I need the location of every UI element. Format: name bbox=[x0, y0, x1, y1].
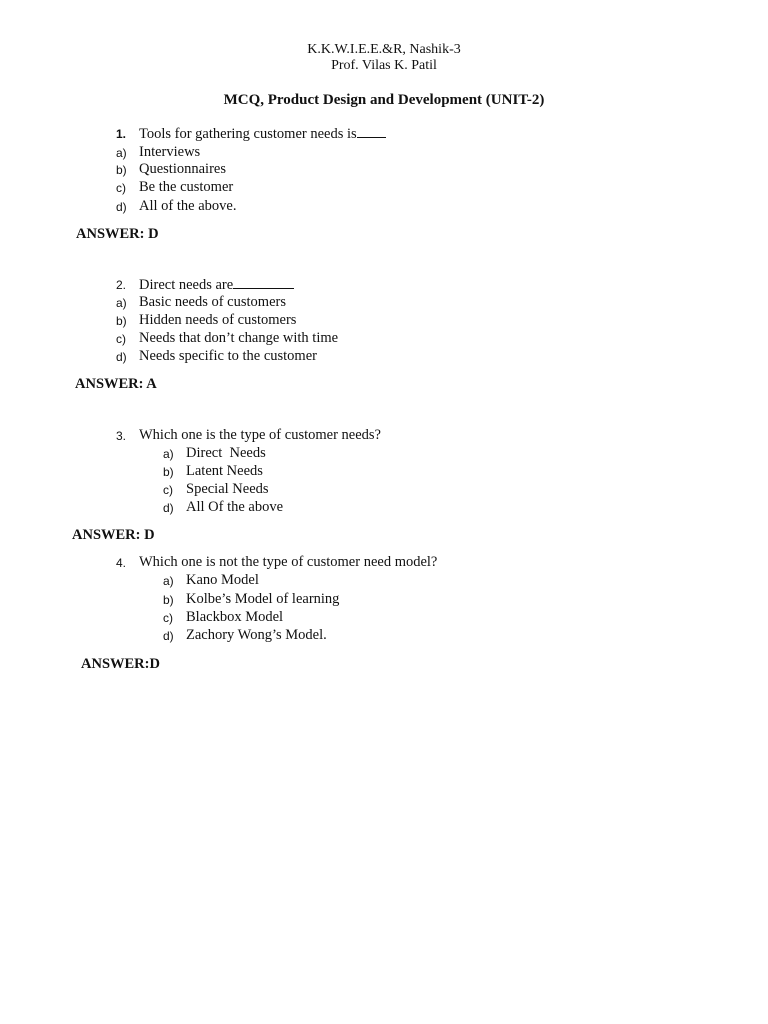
option-label: a) bbox=[116, 146, 127, 160]
answer-text: ANSWER:D bbox=[81, 656, 160, 672]
option-label: d) bbox=[163, 501, 174, 515]
question-number: 3. bbox=[116, 429, 127, 443]
option-text: Be the customer bbox=[139, 179, 234, 195]
question-number: 4. bbox=[116, 556, 127, 570]
option-text: Needs that don’t change with time bbox=[139, 330, 339, 346]
option-text: Latent Needs bbox=[186, 463, 263, 479]
option-label: b) bbox=[116, 163, 127, 177]
option-text: Special Needs bbox=[186, 481, 269, 497]
professor-name: Prof. Vilas K. Patil bbox=[331, 58, 437, 73]
option-label: d) bbox=[116, 350, 127, 364]
option-label: b) bbox=[116, 314, 127, 328]
option-label: a) bbox=[163, 447, 174, 461]
option-text: Needs specific to the customer bbox=[139, 348, 317, 364]
option-text: Blackbox Model bbox=[186, 609, 284, 625]
option-text: Kano Model bbox=[186, 572, 259, 588]
question-text bbox=[139, 276, 294, 294]
option-text: All of the above. bbox=[139, 198, 237, 214]
option-label: d) bbox=[116, 200, 127, 214]
question-text: Which one is not the type of customer need model? bbox=[139, 554, 438, 570]
answer-blank bbox=[357, 125, 386, 138]
option-label: a) bbox=[163, 574, 174, 588]
option-label: c) bbox=[163, 483, 173, 497]
answer-blank bbox=[233, 276, 294, 289]
option-text: Hidden needs of customers bbox=[139, 312, 297, 328]
option-label: d) bbox=[163, 629, 174, 643]
option-label: c) bbox=[116, 181, 126, 195]
question-number: 2. bbox=[116, 278, 127, 292]
option-text: Questionnaires bbox=[139, 161, 226, 177]
option-label: c) bbox=[163, 611, 173, 625]
option-label: b) bbox=[163, 465, 174, 479]
option-text: Direct Needs bbox=[186, 445, 266, 461]
question-number: 1. bbox=[116, 127, 127, 141]
option-text: Basic needs of customers bbox=[139, 294, 286, 310]
question-text-content: Direct needs are bbox=[139, 277, 234, 293]
option-text: All Of the above bbox=[186, 499, 284, 515]
option-text: Kolbe’s Model of learning bbox=[186, 591, 340, 607]
page-title: MCQ, Product Design and Development (UNIT-2) bbox=[223, 92, 545, 108]
option-text: Interviews bbox=[139, 144, 201, 160]
option-label: c) bbox=[116, 332, 126, 346]
question-text: Which one is the type of customer needs? bbox=[139, 427, 381, 443]
option-text: Zachory Wong’s Model. bbox=[186, 627, 327, 643]
institute-name: K.K.W.I.E.E.&R, Nashik-3 bbox=[307, 42, 461, 57]
answer-text: ANSWER: A bbox=[75, 376, 157, 392]
answer-text: ANSWER: D bbox=[72, 527, 155, 543]
option-label: a) bbox=[116, 296, 127, 310]
answer-text: ANSWER: D bbox=[76, 226, 159, 242]
question-text bbox=[139, 125, 386, 143]
option-label: b) bbox=[163, 593, 174, 607]
question-text-content: Tools for gathering customer needs is bbox=[139, 126, 357, 142]
